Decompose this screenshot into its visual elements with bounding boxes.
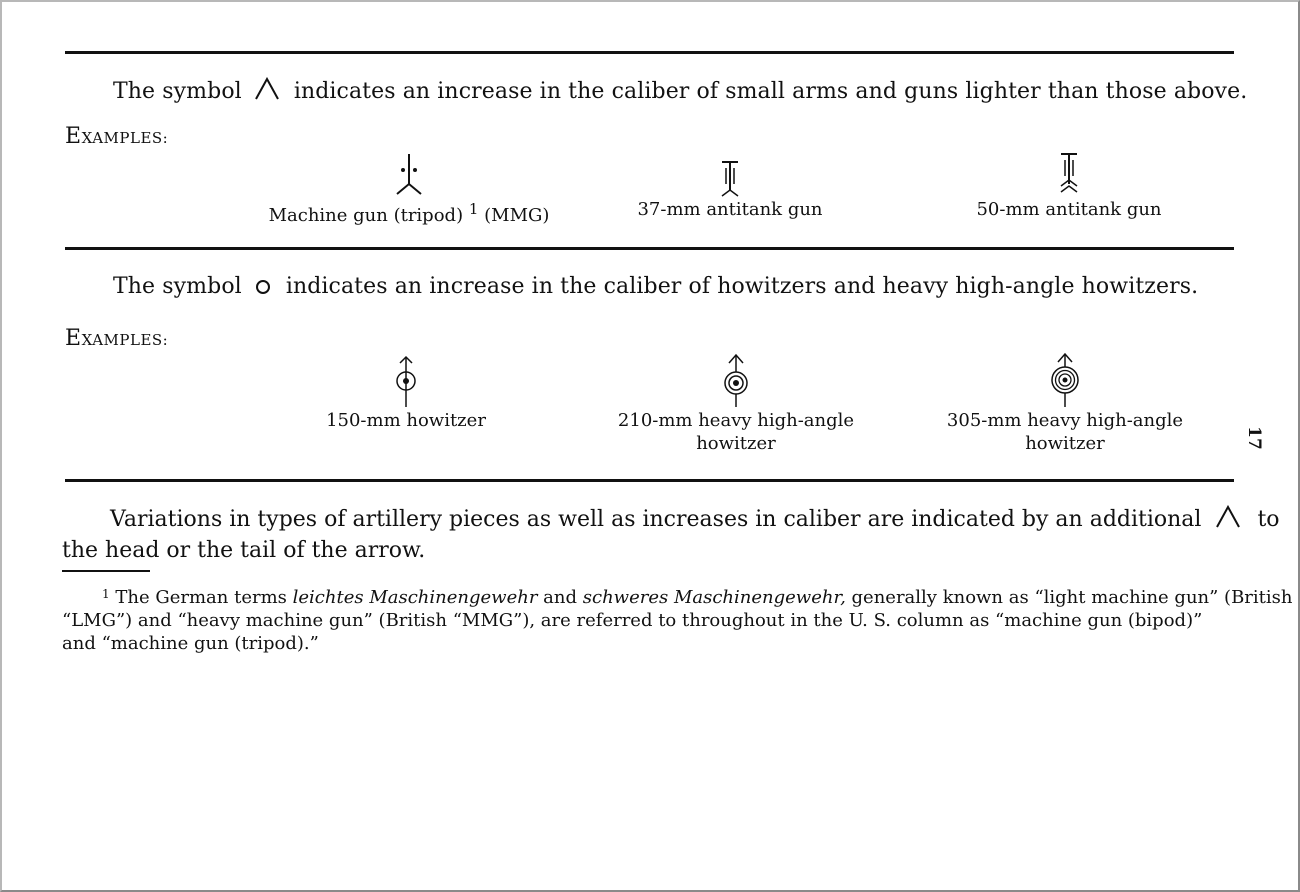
variations-paragraph: Variations in types of artillery pieces as well as increases in caliber are indicated by an additional to the head or the tail of the arrow. [62,507,1280,563]
antitank-gun-50mm-icon [1049,150,1089,198]
caret-icon [254,77,280,107]
top-rule [65,51,1234,54]
howitzer-305mm-icon [1045,350,1085,409]
machine-gun-tripod-icon [389,152,429,198]
example-machine-gun-tripod: Machine gun (tripod) $^1$ (MMG) [255,152,563,227]
page-number: 17 [1243,426,1264,450]
example-210mm-howitzer: 210-mm heavy high-angle howitzer [606,351,866,455]
footnote: $^1$ The German terms leichtes Maschinengewehr and schweres Maschinengewehr, generally known as “light machine gun” (British “LMG”) and “heavy machine gun” (British “MMG”), are referred to throughout in the U. S. column as “machine gun (bipod)” and “machine gun (tripod).” [62,587,1293,654]
howitzer-210mm-icon [716,351,756,409]
antitank-gun-37mm-icon [710,152,750,198]
section1-intro [113,77,1248,107]
example-150mm-howitzer: 150-mm howitzer [316,353,496,432]
example-50mm-antitank-gun: 50-mm antitank gun [960,150,1178,221]
example-37mm-antitank-gun: 37-mm antitank gun [620,152,840,221]
circle-icon [254,276,272,302]
section2-intro-before: The symbol [113,274,242,299]
section1-examples-label: EXAMPLES: [65,124,169,149]
example-305mm-howitzer: 305-mm heavy high-angle howitzer [935,350,1195,455]
caret-icon [1215,505,1241,537]
footnote-rule [62,570,150,572]
section2-intro-after: indicates an increase in the caliber of howitzers and heavy high-angle howitzers. [285,274,1199,299]
howitzer-150mm-icon [386,353,426,409]
section2-intro [113,274,1213,302]
middle-rule [65,247,1234,250]
section1-intro-after: indicates an increase in the caliber of small arms and guns lighter than those above. [293,79,1248,104]
section2-examples-label: EXAMPLES: [65,326,169,351]
bottom-rule [65,479,1234,482]
section1-intro-before: The symbol [113,79,242,104]
